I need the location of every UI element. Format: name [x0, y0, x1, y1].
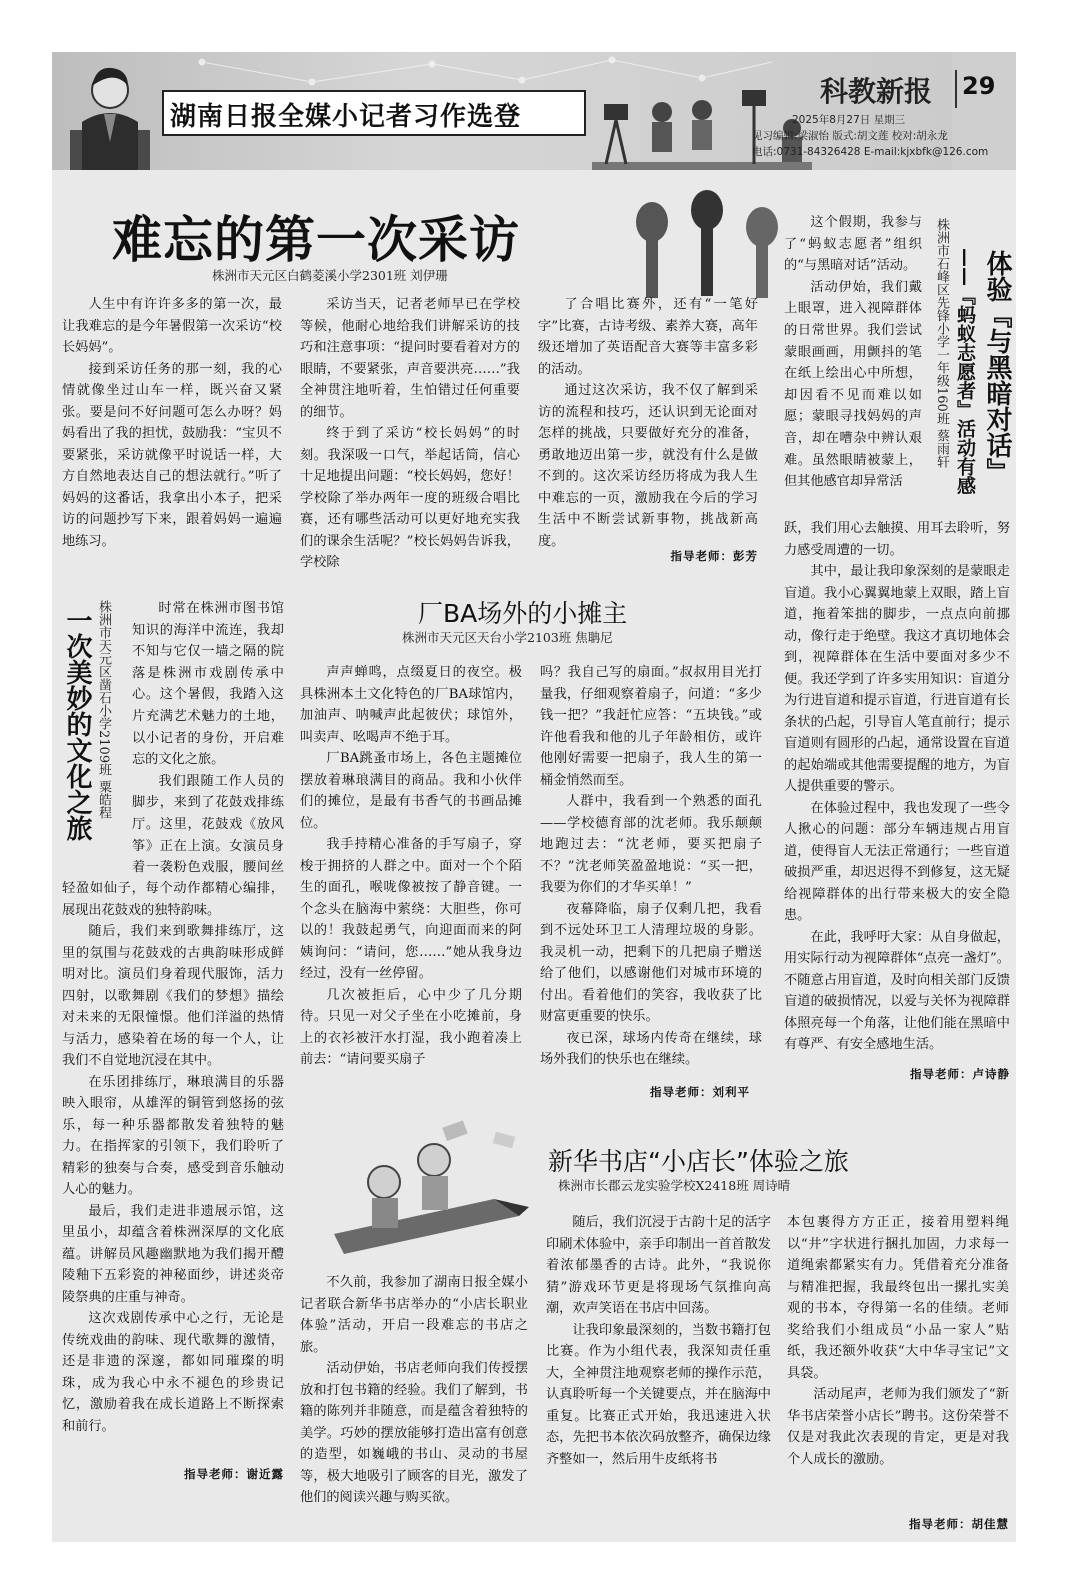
paper-name: 科教新报	[820, 75, 933, 108]
newspaper-page	[52, 52, 1016, 1542]
paragraph: 声声蝉鸣，点缀夏日的夜空。极具株洲本土文化特色的厂BA球馆内，加油声、呐喊声此起彼伏；球馆外，叫卖声、吆喝声不绝于耳。	[300, 665, 522, 745]
paragraph: 厂BA跳蚤市场上，各色主题摊位摆放着琳琅满目的商品。我和小伙伴们的摊位，是最有书香气的书画品摊位。	[300, 751, 522, 831]
paragraph: 最后，我们走进非遗展示馆，这里虽小，却蕴含着株洲深厚的文化底蕴。讲解员风趣幽默地为我们揭开醴陵釉下五彩瓷的神秘面纱，讲述炎帝陵祭典的庄重与神奇。	[62, 1203, 284, 1305]
paragraph: 接到采访任务的那一刻，我的心情就像坐过山车一样，既兴奋又紧张。要是问不好问题可怎么办呀？妈妈看出了我的担忧，鼓励我：“宝贝不要紧张，采访就像平时说话一样，大方自然地表达自己的想法就行。”听了妈妈的这番话，我拿出小本子，把采访的问题抄写下来，跟着妈妈一遍遍地练习。	[62, 361, 282, 549]
news-anchor-illustration	[60, 52, 160, 170]
article2-title: 体验『与黑暗对话』	[982, 250, 1012, 484]
article4-title: 厂BA场外的小摊主	[418, 599, 628, 628]
paragraph: 我们跟随工作人员的脚步，来到了花鼓戏排练厅。这里，花鼓戏《放风筝》正在上演。女演员身着一袭粉色戏服，腰间丝	[132, 773, 284, 876]
article2-body	[784, 518, 1010, 1088]
article1-mentor: 指导老师：彭芳	[670, 549, 758, 563]
paragraph: 跃，我们用心去触摸、用耳去聆听，努力感受周遭的一切。	[784, 521, 1010, 558]
page-number: 29	[962, 72, 996, 100]
article1-title: 难忘的第一次采访	[112, 211, 520, 269]
paragraph: 活动伊始，我们戴上眼罩，进入视障群体的日常世界。我们尝试蒙眼画画，用颤抖的笔在纸上绘出心中所想，却因看不见而难以如愿；蒙眼寻找妈妈的声音，却在嘈杂中辨认艰难。虽然眼睛被蒙上，但其他感官却异常活	[784, 279, 922, 490]
article2-byline: 株洲市石峰区先锋小学一年级160班 蔡雨轩	[934, 218, 949, 468]
article4-byline: 株洲市天元区天台小学2103班 焦聃尼	[402, 630, 613, 645]
article5-title: 新华书店“小店长”体验之旅	[548, 1147, 849, 1176]
paragraph: 在乐团排练厅，琳琅满目的乐器映入眼帘，从雄浑的铜管到悠扬的弦乐，每一种乐器都散发着独特的魅力。在指挥家的引领下，我们聆听了精彩的独奏与合奏，感受到音乐触动人心的魅力。	[62, 1074, 284, 1197]
paragraph: 本包裹得方方正正，接着用塑料绳以“井”字状进行捆扎加固，力求每一道绳索都紧实有力。凭借着充分准备与精准把握，我最终包出一摞扎实美观的书本，夺得第一名的佳绩。老师奖给我们小组成员“小品一家人”贴纸，我还额外收获“大中华寻宝记”文具袋。	[787, 1215, 1009, 1381]
paragraph: 在此，我呼吁大家：从自身做起，用实际行动为视障群体“点亮一盏灯”。不随意占用盲道，及时向相关部门反馈盲道的破损情况，以爱与关怀为视障群体照亮每一个角落，让他们能在黑暗中有尊严、有安全感地生活。	[784, 929, 1010, 1052]
paragraph: 这次戏剧传承中心之行，无论是传统戏曲的韵味、现代歌舞的激情，还是非遗的深邃，都如同璀璨的明珠，成为我心中永不褪色的珍贵记忆，激励着我在成长道路上不断探索和前行。	[62, 1311, 284, 1434]
paragraph: 我手持精心准备的手写扇子，穿梭于拥挤的人群之中。面对一个个陌生的面孔，喉咙像被按了静音键。一个念头在脑海中萦绕：大胆些，你可以的！我鼓起勇气，向迎面而来的阿姨询问：“请问，您……”她从我身边经过，没有一丝停留。	[300, 837, 522, 981]
paragraph: 采访当天，记者老师早已在学校等候，他耐心地给我们讲解采访的技巧和注意事项：“提问时要看着对方的眼睛，不要紧张，声音要洪亮……”我全神贯注地听着，生怕错过任何重要的细节。	[300, 297, 520, 420]
article2-subtitle: ——『蚂蚁志愿者』活动有感	[954, 248, 976, 495]
paragraph: 时常在株洲市图书馆知识的海洋中流连，我却不知与它仅一墙之隔的院落是株洲市戏剧传承中心。这个暑假，我踏入这片充满艺术魅力的土地，以小记者的身份，开启难忘的文化之旅。	[132, 601, 284, 768]
paragraph: 让我印象最深刻的，当数书籍打包比赛。作为小组代表，我深知责任重大，全神贯注地观察老师的操作示范，认真聆听每一个关键要点，并在脑海中重复。比赛正式开始，我迅速进入状态，先把书本依次码放整齐，确保边缘齐整如一，然后用牛皮纸将书	[546, 1322, 771, 1467]
article1-column-3	[538, 294, 758, 559]
page-header	[52, 52, 1016, 170]
paragraph: 几次被拒后，心中少了几分期待。只见一对父子坐在小吃摊前，身上的衣衫被汗水打湿，我小跑着凑上前去：“请问要买扇子	[300, 987, 522, 1067]
article3-top-column	[132, 598, 284, 876]
paragraph: 了合唱比赛外，还有“一笔好字”比赛，古诗考级、素养大赛，高年级还增加了英语配音大赛等丰富多彩的活动。	[538, 297, 758, 377]
microphones-illustration	[612, 182, 802, 302]
article5-column-3	[787, 1212, 1009, 1507]
paragraph: 在体验过程中，我也发现了一些令人揪心的问题：部分车辆违规占用盲道，使得盲人无法正常通行；一些盲道破损严重，却迟迟得不到修复，这无疑给视障群体的出行带来极大的安全隐患。	[784, 800, 1010, 923]
article3-byline: 株洲市天元区凿石小学2109班 粟皓程	[96, 600, 111, 820]
paragraph: 夜已深，球场内传奇在继续，球场外我们的快乐也在继续。	[540, 1030, 762, 1067]
article3-title: 一次美妙的文化之旅	[62, 607, 92, 841]
paragraph: 活动伊始，书店老师向我们传授摆放和打包书籍的经验。我们了解到，书籍的陈列并非随意，而是蕴含着独特的美学。巧妙的摆放能够打造出富有创意的造型，如巍峨的书山、灵动的书屋等，极大地吸引了顾客的目光，激发了他们的阅读兴趣与购买欲。	[300, 1361, 528, 1505]
banner-title: 湖南日报全媒小记者习作选登	[170, 102, 522, 132]
paragraph: 通过这次采访，我不仅了解到采访的流程和技巧，还认识到无论面对怎样的挑战，只要做好充分的准备，勇敢地迈出第一步，就没有什么是做不到的。这次采访经历将成为我人生中难忘的一页，激励我在今后的学习生活中不断尝试新事物，挑战新高度。	[538, 383, 758, 549]
paragraph: 吗？我自己写的扇面。”叔叔用目光打量我，仔细观察着扇子，问道：“多少钱一把？”我赶忙应答：“五块钱。”或许他看我和他的儿子年龄相仿，或许他刚好需要一把扇子，我人生的第一桶金悄然而至。	[540, 665, 762, 788]
article5-byline: 株洲市长郡云龙实验学校X2418班 周诗晴	[558, 1178, 791, 1193]
paragraph: 这个假期，我参与了“蚂蚁志愿者”组织的“与黑暗对话”活动。	[784, 215, 922, 274]
paragraph: 人生中有许许多多的第一次，最让我难忘的是今年暑假第一次采访“校长妈妈”。	[62, 297, 282, 355]
paragraph: 不久前，我参加了湖南日报全媒小记者联合新华书店举办的“小店长职业体验”活动，开启一段难忘的书店之旅。	[300, 1275, 528, 1355]
paragraph: 随后，我们沉浸于古韵十足的活字印刷术体验中，亲手印制出一首首散发着浓郁墨香的古诗。此外，“我说你猜”游戏环节更是将现场气氛推向高潮，欢声笑语在书店中回荡。	[546, 1215, 771, 1316]
paragraph: 随后，我们来到歌舞排练厅，这里的氛围与花鼓戏的古典韵味形成鲜明对比。演员们身着现代服饰，活力四射，以歌舞剧《我们的梦想》描绘对未来的无限憧憬。他们洋溢的热情与活力，感染着在场的每一个人，让我们不自觉地沉浸在其中。	[62, 924, 284, 1068]
article2-mentor: 指导老师：卢诗静	[910, 1067, 1010, 1081]
article2-top-column	[784, 212, 922, 514]
editors-line: 见习编辑:梁淑怡 版式:胡文莲 校对:胡永龙	[752, 130, 948, 142]
date-line: 2025年8月27日 星期三	[792, 114, 906, 126]
article5-column-1	[300, 1272, 528, 1542]
article1-column-1	[62, 294, 282, 579]
paragraph: 人群中，我看到一个熟悉的面孔——学校德育部的沈老师。我乐颠颠地跑过去：“沈老师，要买把扇子不？”沈老师笑盈盈地说：“买一把，我要为你们的才华买单！”	[540, 794, 762, 895]
article1-column-2	[300, 294, 520, 579]
article4-column-1	[300, 662, 522, 1092]
kids-reading-illustration	[314, 1104, 544, 1264]
article3-mentor: 指导老师：谢近露	[184, 1467, 284, 1481]
paragraph: 活动尾声，老师为我们颁发了“新华书店荣誉小店长”聘书。这份荣誉不仅是对我此次表现的肯定，更是对我个人成长的激励。	[787, 1387, 1009, 1467]
article3-body	[62, 878, 284, 1488]
paragraph: 其中，最让我印象深刻的是蒙眼走盲道。我小心翼翼地蒙上双眼，踏上盲道，拖着笨拙的脚步，一点点向前挪动，像行走于绝壁。我这才真切地体会到，视障群体在生活中要面对多少不便。我还学到了许多实用知识：盲道分为行进盲道和提示盲道，行进盲道有长条状的凸起，引导盲人笔直前行；提示盲道则有圆形的凸起，通常设置在盲道的起始端或其他需要提醒的地方，为盲人提供重要的警示。	[784, 564, 1010, 794]
article5-column-2	[546, 1212, 771, 1542]
paragraph: 夜幕降临，扇子仅剩几把，我看到不远处环卫工人清理垃圾的身影。我灵机一动，把剩下的几把扇子赠送给了他们，以感谢他们对城市环境的付出。看着他们的笑容，我收获了比财富更重要的快乐。	[540, 901, 762, 1024]
article4-column-2	[540, 662, 762, 1072]
paragraph: 轻盈如仙子，每个动作都精心编排，展现出花鼓戏的独特韵味。	[62, 881, 284, 918]
article5-mentor: 指导老师：胡佳慧	[909, 1517, 1009, 1531]
paragraph: 终于到了采访“校长妈妈”的时刻。我深吸一口气，举起话筒，信心十足地提出问题：“校长妈妈，您好！学校除了举办两年一度的班级合唱比赛，还有哪些活动可以更好地充实我们的课余生活呢？”校长妈妈告诉我，学校除	[300, 426, 520, 570]
contact-line: 电话:0731-84326428 E-mail:kjxbfk@126.com	[752, 146, 989, 158]
header-divider	[955, 70, 957, 108]
article1-byline: 株洲市天元区白鹤菱溪小学2301班 刘伊珊	[212, 268, 448, 283]
article4-mentor: 指导老师：刘利平	[650, 1085, 750, 1099]
